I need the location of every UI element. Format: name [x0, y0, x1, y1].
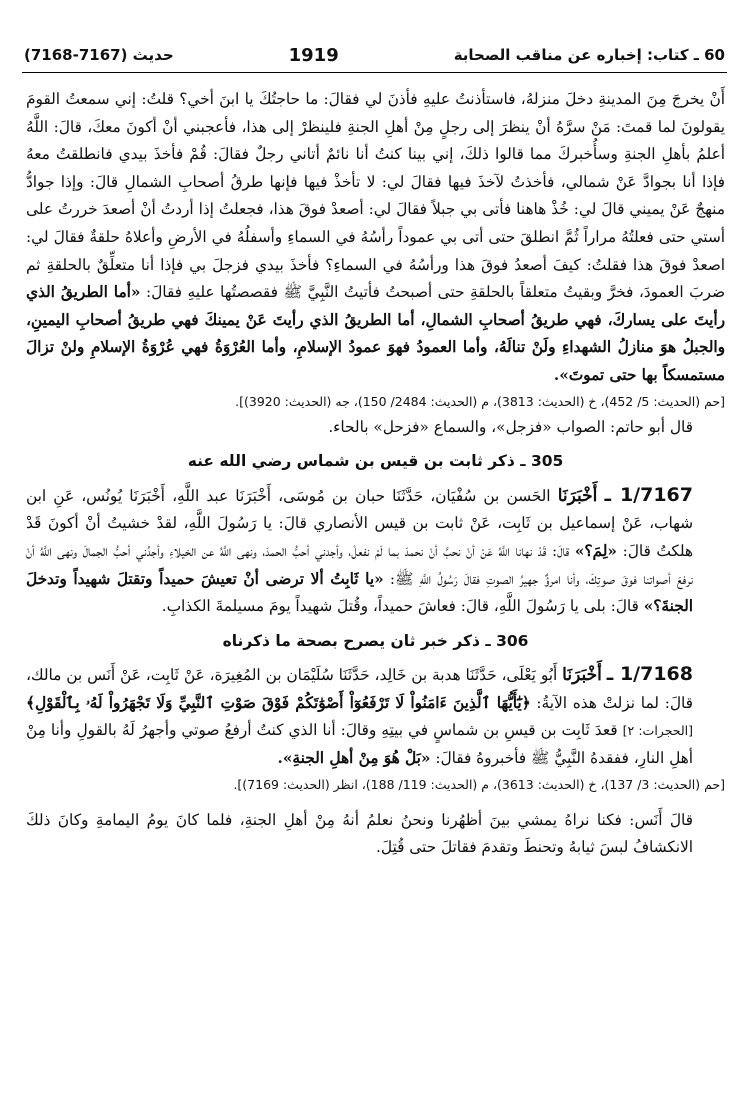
narration-text: أَنْ يخرجَ مِنَ المدينةِ دخلَ منزلهُ، فاستأذنتُ عليهِ فأذنَ لي فقالَ: ما حاجتُكَ يا ابنَ أخي؟ قلتُ: إني سمعتُ القومَ يقولونَ لما قمتَ: مَنْ سرَّهُ أنْ ينظرَ إلى رجلٍ مِنْ أهلِ الجنةِ فلينظرْ إلى هذا، فأعجبني أنْ أكونَ معكَ، قالَ: اللَّهُ أعلمُ بأهلِ الجنةِ وسأُخبركَ مما قالوا ذلكَ، إني بينا كنتُ أنا نائمٌ أتاني رجلٌ فقالَ: قُمْ فأخذَ بيدي فانطلقتُ معهُ فإذا أنا بجوادَّ عَنْ شمالي، فأخذتُ لآخذَ فيها فقالَ لي: لا تأخذْ فيها فإنها طرقُ أصحابِ الشمالِ قالَ: وإذا جوادُّ منهجٌ عَنْ يميني قالَ لي: خُذْ هاهنا فأتى بي جبلاً فقالَ لي: أصعدْ فوقَ هذا، فجعلتُ إذا أردتُ أنْ أصعدَ خررتُ على أستي حتى فعلتُهُ مراراً ثُمَّ انطلقَ حتى أتى بي عموداً رأسُهُ في السماءِ وأسفلُهُ في الأرضِ وأعلاهُ حلقةٌ فقالَ لي: اصعدْ فوقَ هذا فقلتُ: كيفَ أصعدُ فوقَ هذا ورأسُهُ في السماءِ؟ فأخذَ بيدي فزجلَ بي فإذا أنا متعلِّقٌ بالحلقةِ ثم ضربَ العمودَ، فخرَّ وبقيتُ متعلقاً بالحلقةِ حتى أصبحتُ فأتيتُ النَّبِيَّ ﷺ فقصصتُها عليهِ فقالَ:: [26, 90, 725, 302]
hadith-7168: [26, 661, 725, 772]
paragraph-dream-narration: [26, 86, 725, 390]
page-number: 1919: [288, 44, 339, 66]
hadith-number: 1/7168 ـ: [606, 663, 693, 686]
verse-reference: [الحجرات: ٢]: [622, 723, 693, 739]
quran-verse: ﴿يَٰٓأَيُّهَا ٱلَّذِينَ ءَامَنُواْ لَا تَرْفَعُوٓاْ أَصْوَٰتَكُمْ فَوْقَ صَوْتِ ٱلنَّبِيِّ وَلَا تَجْهَرُواْ لَهُۥ بِٱلْقَوْلِ﴾: [26, 693, 531, 712]
citation-reference: [حم (الحديث: 3/ 137)، خ (الحديث: 3613)، م (الحديث: 119/ 188)، انظر (الحديث: 7169)].: [233, 776, 725, 792]
hadith-lead-word: أَخْبَرَنَا: [562, 665, 602, 686]
prophet-reply: «بَلْ هُوَ مِنْ أهلِ الجنةِ».: [277, 749, 431, 768]
hadith-7167: [26, 482, 725, 621]
header-hadith-range: حديث (7167-7168): [24, 46, 174, 64]
anas-comment: قالَ أَنَس: فكنا نراهُ يمشي بينَ أظهُرنا ونحنُ نعلمُ أنهُ مِنْ أهلِ الجنةِ، فلما كانَ يومُ اليمامةِ وكانَ ذلكَ الانكشافُ لبسَ ثيابهُ وتحنطَ وتقدمَ فقاتلَ حتى قُتِلَ.: [26, 810, 693, 857]
header-chapter-title: 60 ـ كتاب: إخباره عن مناقب الصحابة: [453, 46, 725, 64]
abu-hatim-note: قال أبو حاتم: الصواب «فزجل»، والسماع «فزحل» بالحاء.: [328, 417, 693, 436]
header-divider: [22, 72, 727, 73]
hadith-text: قالَ: قَدْ نهانا اللَّهُ عَنْ أنْ نحبَّ أنْ نحمدَ بما لَمْ نفعلْ، وأجدني أحبُّ الحمدَ، ونهى اللَّهُ عن الخيلاءِ وأجدُني أحبُّ الجمالَ ونهى اللَّهُ أنْ نرفعَ أصواتنا فوقَ صوتِكَ، وأنا امرؤٌ جهيرُ الصوتِ فقالَ رَسُولُ اللَّهِ ﷺ:: [26, 541, 693, 588]
page-header: [24, 40, 725, 70]
prophet-reply: «يا ثَابِتُ ألا ترضى أنْ تعيشَ حميداً وتقتلَ شهيداً وتدخلَ الجنةَ؟»: [26, 569, 693, 616]
hadith-lead-word: أَخْبَرَنَا: [557, 485, 598, 506]
hadith-chain: الحَسن بن سُفْيَان، حَدَّثَنَا حبان بن مُوسَى، أَخْبَرَنَا عبد اللَّهِ، أَخْبَرَنَا يُونُس، عَنِ ابن شهاب، عَنْ إسماعيل بن ثَابِت، عَنْ ثابت بن قيس الأنصاري قالَ: يا رَسُولَ اللَّهِ، لقدْ خشيتُ أنْ أكونَ قَدْ هلكتُ قالَ:: [26, 486, 693, 560]
section-heading-305: 305 ـ ذكر ثابت بن قيس بن شماس رضي الله عنه: [187, 452, 564, 471]
hadith-ending: قالَ: بلى يا رَسُولَ اللَّهِ، قالَ: فعاشَ حميداً، وقُتلَ شهيداً يومَ مسيلمةَ الكذابِ.: [161, 597, 639, 616]
prophet-interpretation: «أما الطريقُ الذي رأيتَ على يساركَ، فهي طريقُ أصحابِ الشمالِ، أما الطريقُ الذي رأيتَ عَنْ يمينكَ فهي طريقُ أصحابِ اليمينِ، والجبلُ هوَ منازلُ الشهداءِ ولَنْ تنالَهُ، وأما العمودُ فهوَ عمودُ الإسلامِ، وأما العُرْوَةُ فهي عُرْوَةُ الإسلامِ ولنْ تزالَ مستمسكاً بها حتى تموتَ».: [26, 283, 725, 384]
hadith-number: 1/7167 ـ: [604, 483, 693, 506]
paragraph-spacer: [26, 797, 725, 807]
page-body: [26, 86, 725, 862]
hadith-chain: أَبُو يَعْلَى، حَدَّثَنَا هدبة بن خَالِد، حَدَّثَنَا سُلَيْمَان بن المُغِيرَة، عَنْ ثَابِت، عَنْ أَنَس بن مالك، قالَ: لما نزلتْ هذه الآيةُ:: [26, 666, 693, 712]
section-heading-306: 306 ـ ذكر خبر ثان يصرح بصحة ما ذكرناه: [222, 631, 529, 650]
prophet-question: «لِمَ؟»: [574, 541, 617, 560]
citation-reference: [حم (الحديث: 5/ 452)، خ (الحديث: 3813)، م (الحديث: 2484/ 150)، جه (الحديث: 3920)].: [235, 393, 725, 409]
hadith-text: قعدَ ثَابِت بن قيسِ بن شماسٍ في بيتِهِ وقالَ: أنا الذي كنتُ أرفعُ صوتي وأجهرُ لَهُ بالقولِ وأنا مِنْ أهلِ النارِ، ففقدهُ النَّبِيُّ ﷺ فأخبروهُ فقالَ:: [26, 721, 693, 768]
